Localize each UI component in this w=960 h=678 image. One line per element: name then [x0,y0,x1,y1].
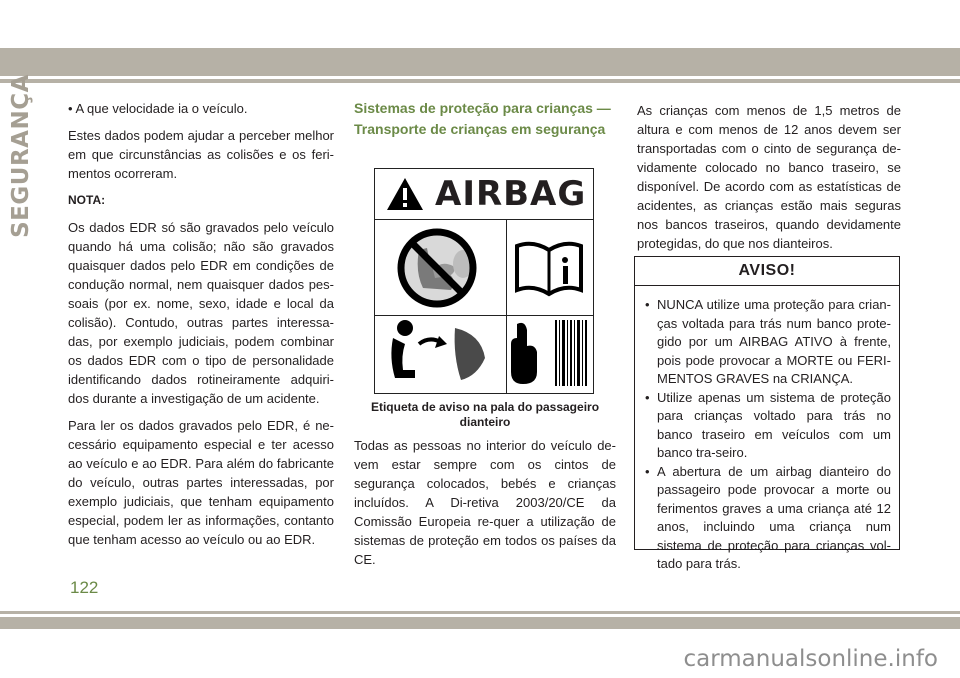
warning-triangle-icon [375,169,435,219]
child-hand-barcode-icon [507,316,593,394]
side-tab-label: SEGURANÇA [8,73,34,238]
warning-list [635,286,899,574]
note-text: Os dados EDR só são gravados pelo veículo quando há uma colisão; não são gravados quaisquer dados pelo EDR em condições de condução normal, nem quaisquer dados pes-soais (por ex. nome, sexo, idade e local da colisão). Contudo, outras partes interessa-das, por exemplo judiciais, podem combinar os dados EDR com o tipo de personalidade identificando dados rotineiramente adquiri-dos durante a investigação de um acidente. [68,220,334,406]
no-rear-facing-seat-icon [375,220,507,316]
airbag-deploy-icon [375,316,507,394]
note-label: NOTA: [68,193,106,207]
footer-band [0,617,960,629]
column-3 [637,101,901,261]
paragraph-seatbelts: Todas as pessoas no interior do veículo de-vem estar sempre com os cintos de segurança colocados, bebés e crianças incluídos. A Di-retiva 2003/20/CE da Comissão Europeia re-quer a utilização de sistemas de proteção em todos os países da CE. [354,438,616,567]
page-number: 122 [70,578,99,597]
airbag-label-title: AIRBAG [435,174,587,214]
paragraph-children-rear-seat: As crianças com menos de 1,5 metros de altura e com menos de 12 anos devem ser transportadas com o cinto de segurança de-vidamente colocado no banco traseiro, se disponível. De acordo com as estatísticas de acidentes, as crianças estão mais seguras nos bancos traseiros, quando devidamente protegidas, do que nos dianteiros. [637,103,901,251]
footer-rule [0,611,960,614]
paragraph-edr-read: Para ler os dados gravados pelo EDR, é ne-cessário equipamento especial e ter acesso ao veículo e ao EDR. Para além do fabricante do veículo, outras partes interessadas, por exemplo judiciais, que tenham equipamento especial, podem ler as informações, contanto que tenham acesso ao veículo ou ao EDR. [68,418,334,547]
section-title: Sistemas de proteção para crianças — Transporte de crianças em segurança [354,100,611,137]
warning-title: AVISO! [635,257,899,286]
warning-item: • Utilize apenas um sistema de proteção para crianças voltado para trás no banco traseiro em veículos com um banco tra-seiro. [645,389,891,463]
section-side-tab [6,73,36,238]
column-1 [68,99,334,557]
bullet-speed: • A que velocidade ia o veículo. [68,101,248,116]
read-manual-icon [507,220,593,316]
airbag-warning-label-image [374,168,594,394]
header-band [0,48,960,76]
warning-box [634,256,900,571]
paragraph-edr-help: Estes dados podem ajudar a perceber melhor em que circunstâncias as colisões e os feri-mentos ocorreram. [68,128,334,181]
warning-item: • NUNCA utilize uma proteção para crian-ças voltada para trás num banco prote-gido por um AIRBAG ATIVO à frente, pois pode provocar a MORTE ou FERI-MENTOS GRAVES na CRIANÇA. [645,296,891,389]
warning-item: • A abertura de um airbag dianteiro do passageiro pode provocar a morte ou ferimentos graves a uma criança até 12 anos, incluindo uma criança num sistema de proteção para crianças vol-tado para trás. [645,463,891,574]
watermark-text: carmanualsonline.info [683,646,938,672]
header-rule [0,79,960,83]
figure-caption: Etiqueta de aviso na pala do passageiro dianteiro [370,400,600,429]
